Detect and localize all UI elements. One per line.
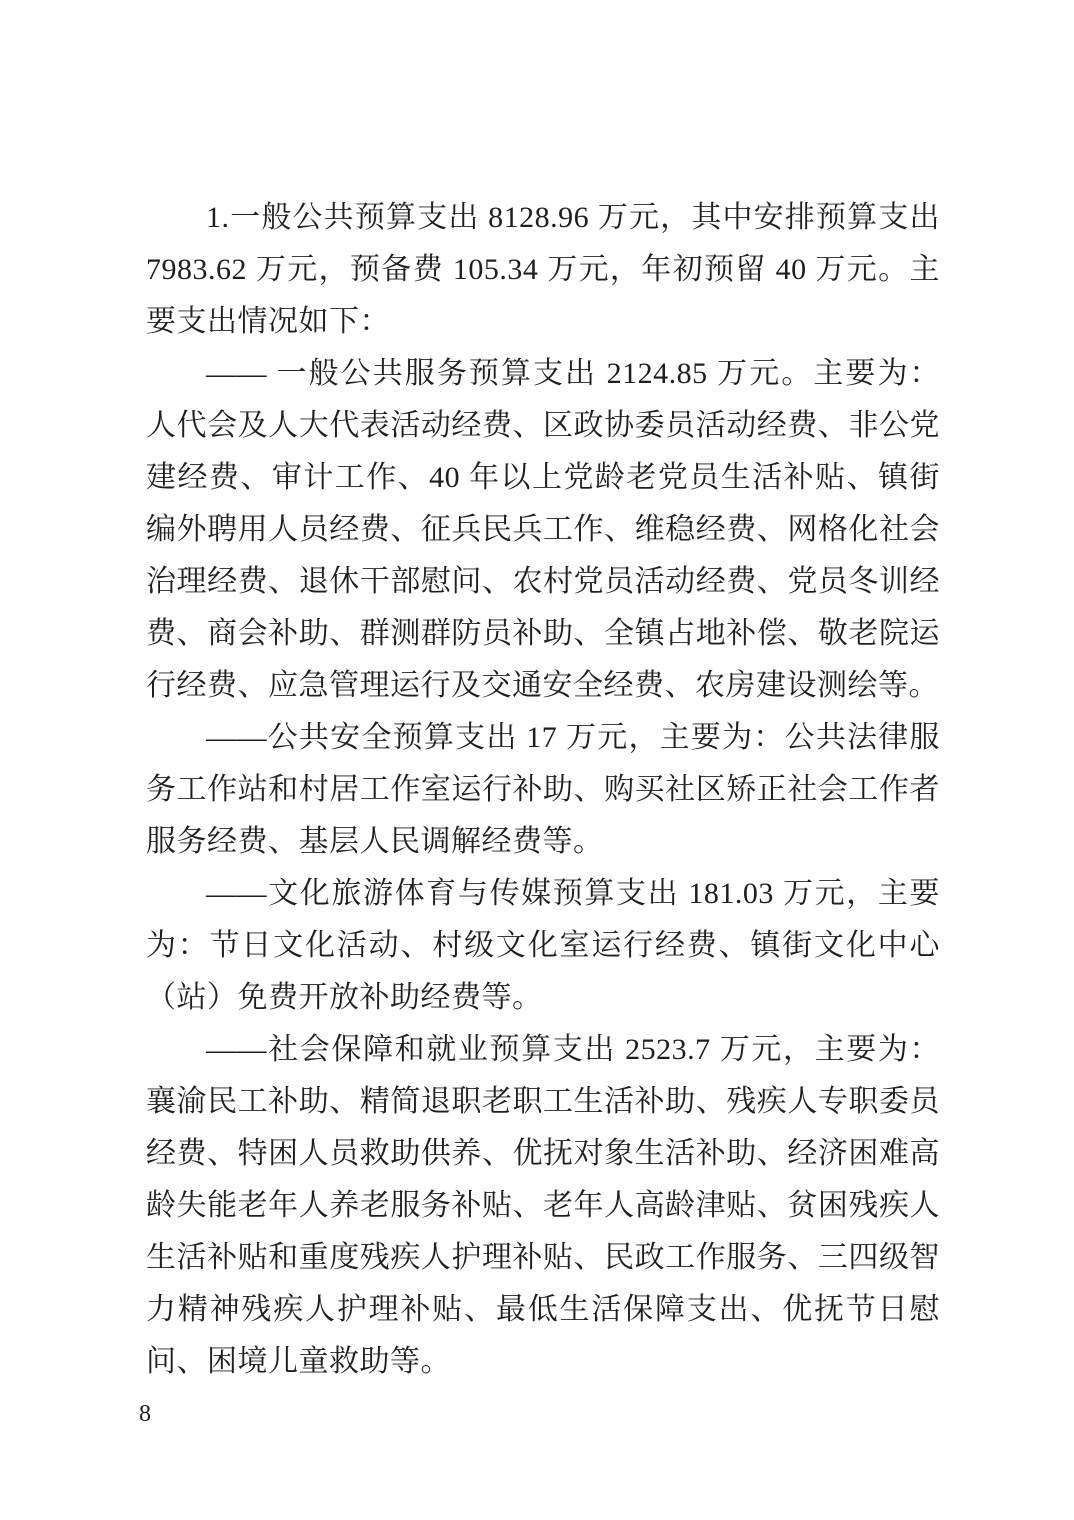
paragraph-general-public-services-expenditure: —— 一般公共服务预算支出 2124.85 万元。主要为：人代会及人大代表活动经费、区政协委员活动经费、非公党建经费、审计工作、40 年以上党龄老党员生活补贴、镇街编外聘用人员经费、征兵民兵工作、维稳经费、网格化社会治理经费、退休干部慰问、农村党员活动经费、党员冬训经费、商会补助、群测群防员补助、全镇占地补偿、敬老院运行经费、应急管理运行及交通安全经费、农房建设测绘等。 (146, 357, 940, 702)
paragraph-general-public-budget-summary: 1.一般公共预算支出 8128.96 万元，其中安排预算支出 7983.62 万元，预备费 105.34 万元，年初预留 40 万元。主要支出情况如下： (146, 201, 940, 338)
document-body-text (146, 192, 940, 1388)
paragraph-social-security-employment-expenditure: ——社会保障和就业预算支出 2523.7 万元，主要为：襄渝民工补助、精简退职老职工生活补助、残疾人专职委员经费、特困人员救助供养、优抚对象生活补助、经济困难高龄失能老年人养老服务补贴、老年人高龄津贴、贫困残疾人生活补贴和重度残疾人护理补贴、民政工作服务、三四级智力精神残疾人护理补贴、最低生活保障支出、优抚节日慰问、困境儿童救助等。 (146, 1033, 940, 1378)
page-number: 8 (139, 1401, 151, 1427)
paragraph-public-safety-expenditure: ——公共安全预算支出 17 万元，主要为：公共法律服务工作站和村居工作室运行补助、购买社区矫正社会工作者服务经费、基层人民调解经费等。 (146, 721, 940, 858)
paragraph-culture-tourism-sports-media-expenditure: ——文化旅游体育与传媒预算支出 181.03 万元，主要为：节日文化活动、村级文化室运行经费、镇街文化中心（站）免费开放补助经费等。 (146, 877, 940, 1014)
